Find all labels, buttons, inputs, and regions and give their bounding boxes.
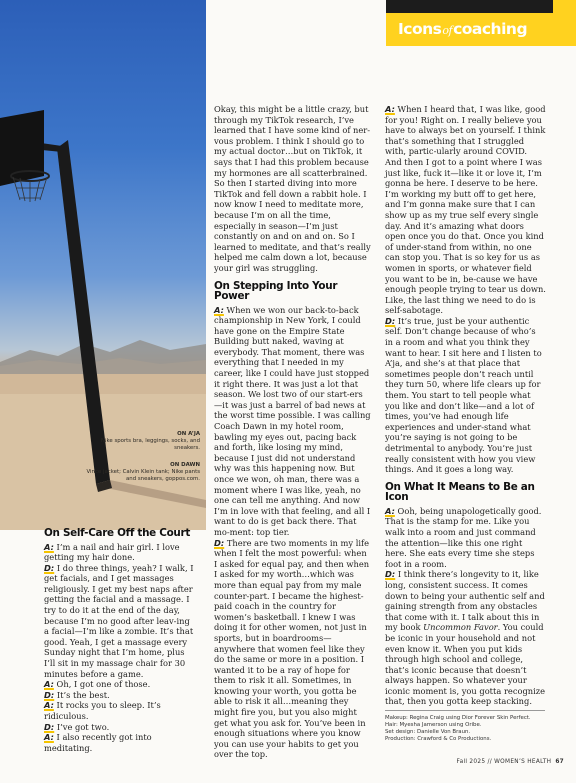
- section-title: [398, 20, 527, 38]
- speaker-tag: A:: [44, 679, 54, 690]
- column-3: [385, 104, 546, 707]
- qa-text: I think there’s longevity to it, like long, consistent success. It comes down to being your authentic self and gaining strength from any obstacles that come with it. I talk about this in my book: [385, 569, 545, 633]
- qa-item: [214, 305, 371, 538]
- column-2: [214, 104, 371, 760]
- qa-text: When we won our back-to-back championship in New York, I could have gone on the Empire State Building butt naked, waving at everybody. That moment, there was everything that I needed in my career, like I could have just stopped it right there. It was just a lot that season. We lost two of our start-ers—it was just a barrel of bad news at the worst time possible. I was calling Coach Dawn in my hotel room, bawling my eyes out, pacing back and forth, like losing my mind, because I just did not understand why was this happening now. But once we won, oh man, there was a moment where I was like, yeah, no one can tell me anything. And now I’m in love with that feeling, and all I want to do is get back there. That mo-ment: top tier.: [214, 304, 371, 537]
- photo-credit-aja-who: ON A’JA: [177, 431, 200, 437]
- speaker-tag: D:: [385, 315, 396, 326]
- qa-item: [44, 679, 196, 690]
- qa-text: Ooh, being unapologetically good. That is the stamp for me. Like you walk into a room and just command the attention—like this one right here. She eats every time she steps foot in a room.: [385, 505, 542, 569]
- photo-credit-dawn-text: Vince jacket; Calvin Klein tank; Nike pants and sneakers, goppos.com.: [86, 469, 200, 482]
- qa-item: [385, 316, 546, 475]
- qa-item: [385, 506, 546, 570]
- intro-paragraph: Okay, this might be a little crazy, but through my TikTok research, I’ve learned that I have some kind of ner-vous problem. I think I should go to my actual doctor…but on TikTok, it says that I had this problem because my hormones are all scatterbrained. So then I started diving into more TikTok and fell down a rabbit hole. I now know I need to meditate more, because I’m on all the time, especially in season—I’m just constantly on and on and on. So I learned to meditate, and that’s really helped me calm down a lot, because your girl was struggling.: [214, 104, 371, 273]
- photo-credit-dawn-who: ON DAWN: [170, 462, 200, 468]
- speaker-tag: D:: [44, 721, 55, 732]
- qa-text: I’ve got two.: [54, 721, 110, 732]
- column-1: [44, 528, 196, 753]
- qa-item: [44, 563, 196, 680]
- speaker-tag: A:: [385, 104, 395, 114]
- qa-text: I also recently got into meditating.: [44, 732, 152, 753]
- speaker-tag: A:: [385, 505, 395, 516]
- page-folio: [456, 759, 564, 765]
- heading-self-care: On Self-Care Off the Court: [44, 527, 190, 539]
- qa-text: It’s true, just be your authentic self. Don’t change because of who’s in a room and what you think they want to hear. I sit here and I listen to A’ja, and she’s at that place that sometimes people don’t reach until they turn 50, where life clears up for them. You start to tell people what you like and don’t like—and a lot of times, you’ve had enough life experiences and under-stand what you’re saying is not going to be detrimental to anybody. You’re just really consistent with how you view things. And it goes a long way.: [385, 315, 542, 475]
- speaker-tag: D:: [44, 689, 55, 700]
- qa-text: It’s the best.: [54, 689, 110, 700]
- heading-what-it-means: On What It Means to Be an Icon: [385, 480, 535, 504]
- speaker-tag: D:: [44, 562, 55, 573]
- qa-text: I’m a nail and hair girl. I love getting my hair done.: [44, 541, 180, 563]
- qa-item: [44, 722, 196, 733]
- speaker-tag: A:: [44, 541, 54, 552]
- qa-text: When I heard that, I was like, good for you! Right on. I really believe you have to always bet on yourself. I think that’s something that I struggled with, partic-ularly around COVID. And then I got to a point where I was just like, fuck it—like it or love it, I’m gonna be here. I deserve to be here. I’m working my butt off to get here, and I’m gonna make sure that I can show up as my true self every single day. And it’s amazing what doors open once you do that. Once you kind of under-stand from within, no one can stop you. That is so key for us as women in sports, or whatever field you want to be in, be-cause we have enough people trying to tear us down. Like, the last thing we need to do is self-sabotage.: [385, 104, 546, 316]
- qa-text: It rocks you to sleep. It’s ridiculous.: [44, 700, 161, 721]
- qa-text: There are two moments in my life when I felt the most powerful: when I asked for equal pay, and then when I asked for my worth…which was more than equal pay from my male counter-part. I became the highest-paid coach in the country for women’s basketball. I knew I was doing it for other women, not just in sports, but in boardrooms—anywhere that women feel like they do the same or more in a position. I wanted it to be a ray of hope for them to risk it all. Sometimes, in knowing your worth, you gotta be able to risk it all…meaning they might fire you, but you also might get what you ask for. You’ve been in enough situations where you know you can use your habits to get you over the top.: [214, 537, 370, 760]
- qa-item: [385, 569, 546, 707]
- speaker-tag: A:: [214, 304, 224, 315]
- photo-credit-aja-text: Nike sports bra, leggings, socks, and sneakers.: [100, 438, 200, 451]
- speaker-tag: A:: [44, 700, 54, 711]
- speaker-tag: D:: [214, 537, 225, 548]
- section-title-pre: Icons: [398, 20, 442, 38]
- header-dark-bar: [386, 0, 553, 13]
- qa-item: [44, 690, 196, 701]
- qa-item: [44, 700, 196, 721]
- qa-text: . You could be iconic in your household and not even know it. When you put kids through high school and college, that’s iconic because that doesn’t always happen. So whatever your iconic moment is, you gotta recognize that, then you gotta keep stacking.: [385, 622, 546, 707]
- speaker-tag: A:: [44, 732, 54, 743]
- credit-line: Production: Crawford & Co Productions.: [385, 736, 492, 742]
- credit-line: Makeup: Regina Craig using Dior Forever Skin Perfect.: [385, 715, 531, 721]
- credit-line: Hair: Myesha Jamerson using Oribe.: [385, 722, 482, 728]
- qa-item: [214, 538, 371, 760]
- section-title-post: coaching: [453, 20, 528, 38]
- section-title-of: of: [442, 24, 453, 37]
- page-number: 67: [555, 759, 564, 765]
- folio-issue: Fall 2025 // WOMEN’S HEALTH: [456, 759, 552, 765]
- qa-item: [44, 732, 196, 753]
- credit-line: Set design: Danielle Von Braun.: [385, 729, 471, 735]
- qa-item: [44, 542, 196, 563]
- speaker-tag: D:: [385, 569, 396, 580]
- qa-text: Oh, I got one of those.: [53, 679, 151, 690]
- basketball-hoop-photo: [0, 0, 206, 530]
- heading-stepping-into-power: On Stepping Into Your Power: [214, 279, 338, 302]
- photo-credit-dawn: [82, 462, 200, 483]
- backboard: [0, 110, 44, 186]
- production-credits: [385, 715, 555, 743]
- photo-credit-aja: [82, 431, 200, 452]
- qa-text: I do three things, yeah? I walk, I get facials, and I get massages religiously. I get my best naps after getting the facial and a massage. I try to do it at the end of the day, because I’m no good after leav-ing a facial—I’m like a zombie. It’s that good. Yeah, I get a massage every Sunday night that I’m home, plus I’ll sit in my massage chair for 30 minutes before a game.: [44, 562, 194, 679]
- credits-divider: [385, 710, 545, 711]
- qa-item: [385, 104, 546, 316]
- book-title: Uncommon Favor: [423, 622, 498, 633]
